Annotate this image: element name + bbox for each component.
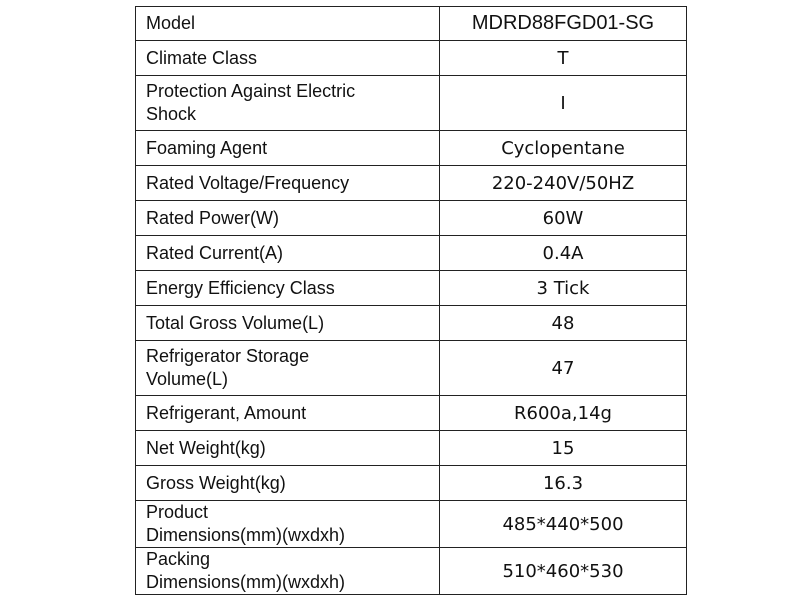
row-value-product-dimensions: 485*440*500 [440, 501, 687, 548]
row-label-climate-class: Climate Class [136, 41, 440, 76]
table-row [136, 201, 687, 236]
row-label-refrigerant: Refrigerant, Amount [136, 396, 440, 431]
table-row [136, 7, 687, 41]
row-value-rated-voltage: 220-240V/50HZ [440, 166, 687, 201]
table-row [136, 76, 687, 131]
row-label-energy-class: Energy Efficiency Class [136, 271, 440, 306]
table-row [136, 396, 687, 431]
row-label-protection [136, 76, 440, 131]
table-row [136, 271, 687, 306]
row-label-net-weight: Net Weight(kg) [136, 431, 440, 466]
row-label-storage-volume [136, 341, 440, 396]
row-label-model: Model [136, 7, 440, 41]
row-value-net-weight: 15 [440, 431, 687, 466]
row-value-rated-current: 0.4A [440, 236, 687, 271]
spec-table [135, 6, 687, 595]
row-value-protection: I [440, 76, 687, 131]
table-row [136, 548, 687, 595]
table-row [136, 501, 687, 548]
row-label-rated-current: Rated Current(A) [136, 236, 440, 271]
table-row [136, 131, 687, 166]
row-label-packing-dimensions [136, 548, 440, 595]
table-row [136, 306, 687, 341]
row-value-model: MDRD88FGD01-SG [440, 7, 687, 41]
table-row [136, 41, 687, 76]
table-row [136, 466, 687, 501]
row-label-rated-voltage: Rated Voltage/Frequency [136, 166, 440, 201]
table-row [136, 166, 687, 201]
row-value-climate-class: T [440, 41, 687, 76]
row-value-packing-dimensions: 510*460*530 [440, 548, 687, 595]
label-line: Refrigerator Storage Volume(L) [146, 346, 310, 389]
label-line: Packing Dimensions(mm)(wxdxh) [146, 549, 346, 592]
row-label-foaming-agent: Foaming Agent [136, 131, 440, 166]
row-value-total-volume: 48 [440, 306, 687, 341]
table-row [136, 341, 687, 396]
row-value-storage-volume: 47 [440, 341, 687, 396]
table-row [136, 236, 687, 271]
row-label-product-dimensions [136, 501, 440, 548]
table-row [136, 431, 687, 466]
row-value-foaming-agent: Cyclopentane [440, 131, 687, 166]
label-line: Product Dimensions(mm)(wxdxh) [146, 502, 346, 545]
row-value-gross-weight: 16.3 [440, 466, 687, 501]
label-line: Protection Against Electric Shock [146, 81, 356, 124]
row-label-gross-weight: Gross Weight(kg) [136, 466, 440, 501]
row-value-energy-class: 3 Tick [440, 271, 687, 306]
row-label-total-volume: Total Gross Volume(L) [136, 306, 440, 341]
row-value-rated-power: 60W [440, 201, 687, 236]
row-value-refrigerant: R600a,14g [440, 396, 687, 431]
row-label-rated-power: Rated Power(W) [136, 201, 440, 236]
